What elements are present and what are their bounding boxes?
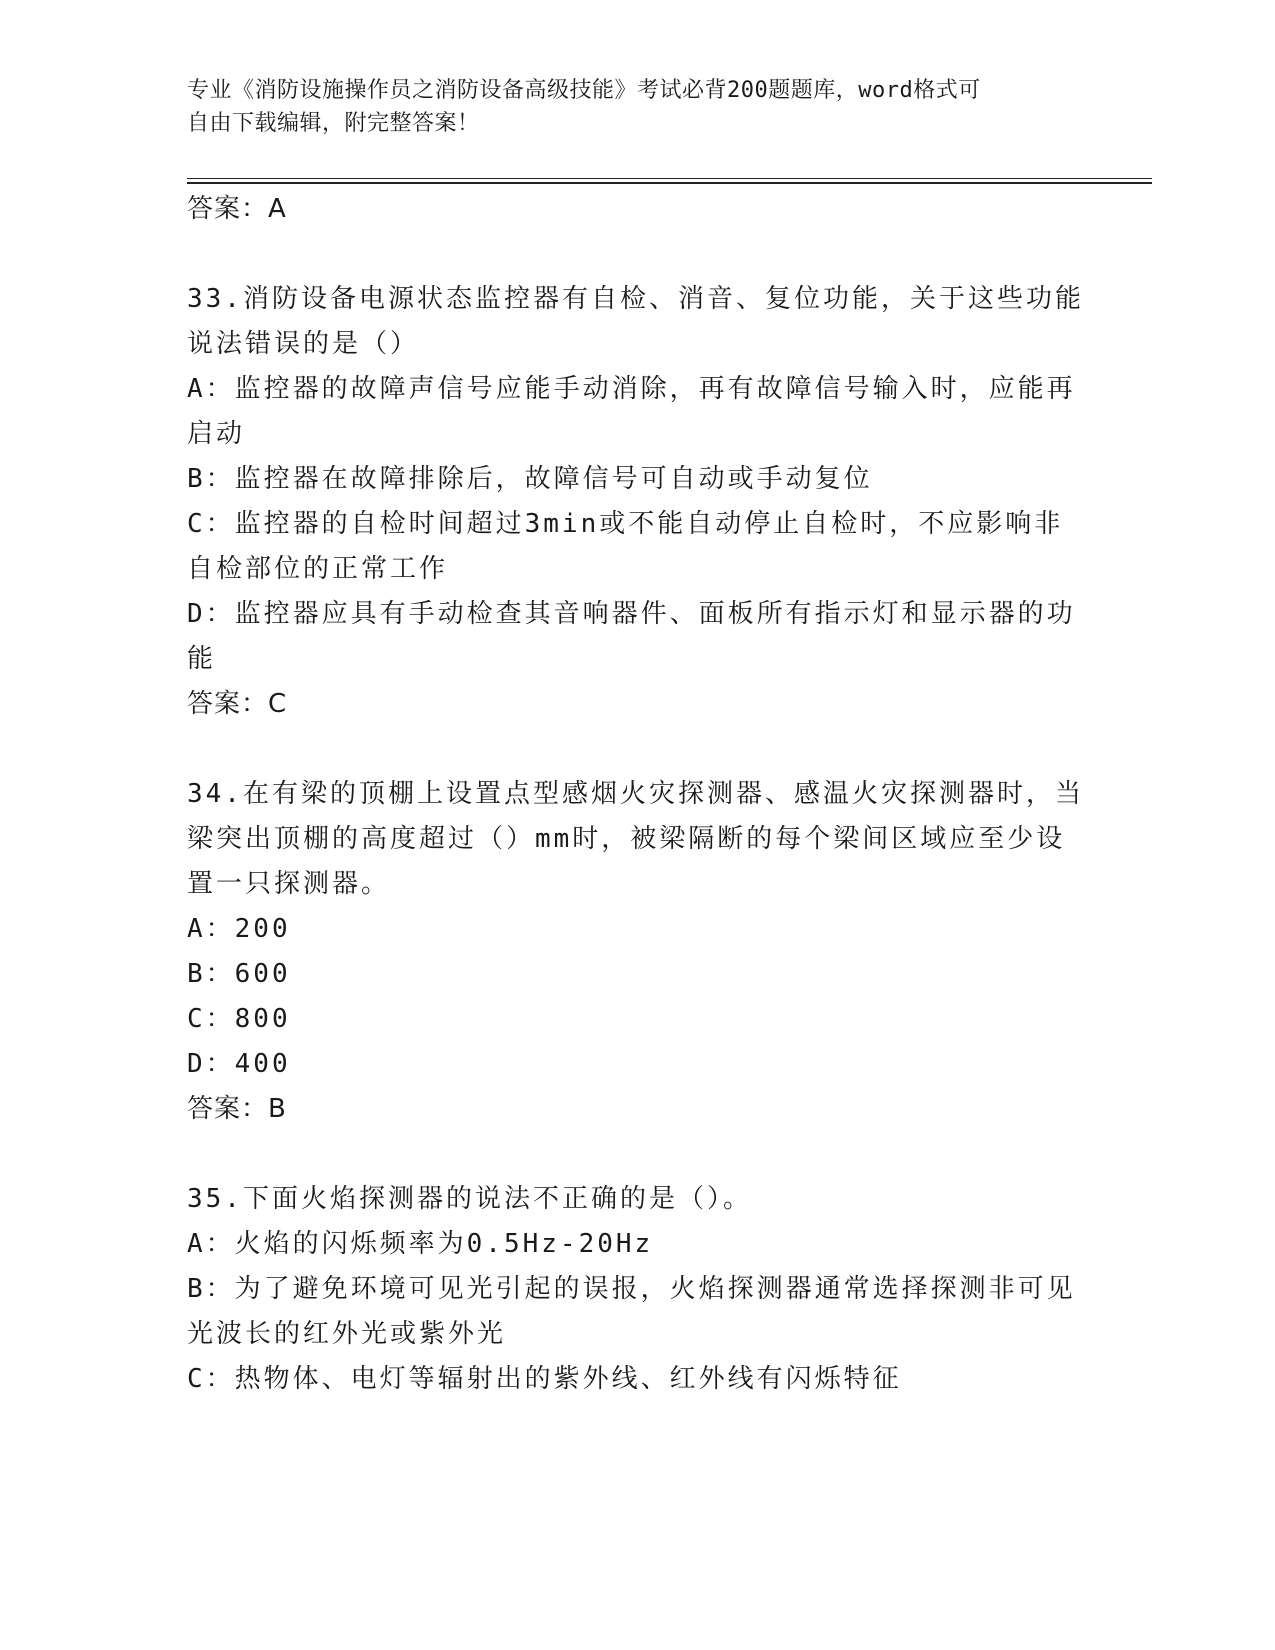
previous-answer: 答案：A <box>187 194 287 224</box>
option-c: C：热物体、电灯等辐射出的紫外线、红外线有闪烁特征 <box>187 1364 902 1394</box>
question-answer: 答案：B <box>187 1094 287 1124</box>
question-stem-line: 35.下面火焰探测器的说法不正确的是（）。 <box>187 1184 752 1214</box>
option-b: B：600 <box>187 959 291 989</box>
document-header <box>187 74 1067 140</box>
document-body <box>187 187 1084 1402</box>
question-stem-line: 34.在有梁的顶棚上设置点型感烟火灾探测器、感温火灾探测器时，当 <box>187 779 1084 809</box>
question-35 <box>187 1177 1076 1402</box>
question-stem-line: 置一只探测器。 <box>187 869 391 899</box>
option-b: B：为了避免环境可见光引起的误报，火焰探测器通常选择探测非可见 <box>187 1274 1076 1304</box>
header-divider-thin <box>187 178 1152 179</box>
option-b: B：监控器在故障排除后，故障信号可自动或手动复位 <box>187 464 873 494</box>
option-c: C：800 <box>187 1004 291 1034</box>
option-c-continued: 自检部位的正常工作 <box>187 554 449 584</box>
question-34 <box>187 772 1084 1132</box>
spacer <box>187 727 1072 772</box>
option-b-continued: 光波长的红外光或紫外光 <box>187 1319 507 1349</box>
spacer <box>187 1132 1072 1177</box>
header-divider-thick <box>187 182 1152 184</box>
header-line-2: 自由下载编辑，附完整答案！ <box>187 111 480 136</box>
question-stem-line: 梁突出顶棚的高度超过（）mm时，被梁隔断的每个梁间区域应至少设 <box>187 824 1066 854</box>
option-d: D：监控器应具有手动检查其音响器件、面板所有指示灯和显示器的功 <box>187 599 1076 629</box>
option-a: A：200 <box>187 914 291 944</box>
question-stem-line: 说法错误的是（） <box>187 329 420 359</box>
option-c: C：监控器的自检时间超过3min或不能自动停止自检时，不应影响非 <box>187 509 1064 539</box>
question-33 <box>187 277 1084 727</box>
spacer <box>187 232 1072 277</box>
option-d: D：400 <box>187 1049 291 1079</box>
question-answer: 答案：C <box>187 689 288 719</box>
option-a-continued: 启动 <box>187 419 246 449</box>
header-line-1: 专业《消防设施操作员之消防设备高级技能》考试必背200题题库，word格式可 <box>187 78 981 103</box>
option-a: A：监控器的故障声信号应能手动消除，再有故障信号输入时，应能再 <box>187 374 1076 404</box>
question-stem-line: 33.消防设备电源状态监控器有自检、消音、复位功能，关于这些功能 <box>187 284 1084 314</box>
option-a: A：火焰的闪烁频率为0.5Hz-20Hz <box>187 1229 654 1259</box>
option-d-continued: 能 <box>187 644 217 674</box>
